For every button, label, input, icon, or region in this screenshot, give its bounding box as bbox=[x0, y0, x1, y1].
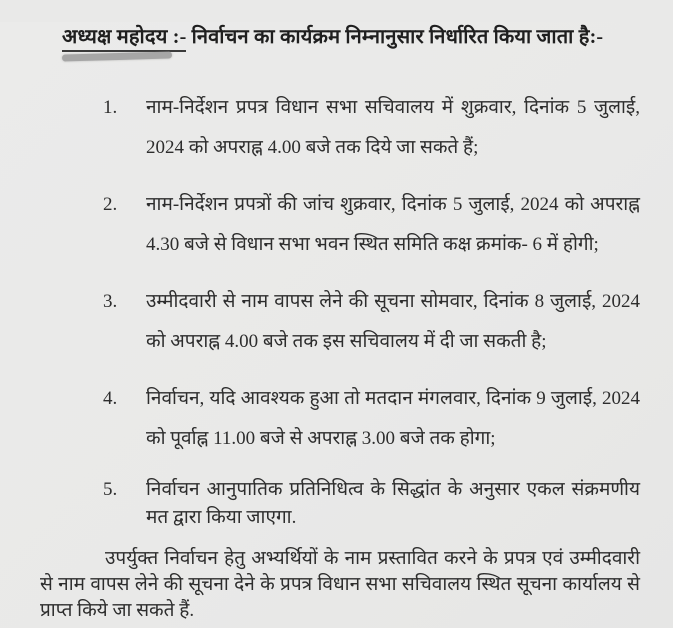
schedule-list bbox=[0, 88, 673, 532]
list-item bbox=[103, 185, 640, 265]
list-item bbox=[103, 379, 640, 459]
list-item bbox=[103, 476, 640, 532]
marker-underline-stroke bbox=[62, 51, 172, 61]
heading-text: निर्वाचन का कार्यक्रम निम्नानुसार निर्धारित किया जाता है:- bbox=[186, 26, 604, 48]
item-text: निर्वाचन आनुपातिक प्रतिनिधित्व के सिद्धांत के अनुसार एकल संक्रमणीय मत द्वारा किया जाएगा. bbox=[146, 479, 640, 528]
item-number: 4. bbox=[103, 388, 118, 409]
document-page bbox=[0, 22, 673, 628]
item-number: 3. bbox=[103, 291, 118, 312]
item-number: 2. bbox=[103, 194, 118, 215]
item-text: नाम-निर्देशन प्रपत्रों की जांच शुक्रवार, दिनांक 5 जुलाई, 2024 को अपराह्न 4.30 बजे से विधान सभा भवन स्थित समिति कक्ष क्रमांक- 6 में होगी; bbox=[146, 194, 640, 255]
closing-paragraph: उपर्युक्त निर्वाचन हेतु अभ्यर्थियों के नाम प्रस्तावित करने के प्रपत्र एवं उम्मीदवारी से नाम वापस लेने की सूचना देने के प्रपत्र विधान सभा सचिवालय स्थित सूचना कार्यालय से प्राप्त किये जा सकते हैं. bbox=[40, 548, 640, 621]
item-text: निर्वाचन, यदि आवश्यक हुआ तो मतदान मंगलवार, दिनांक 9 जुलाई, 2024 को पूर्वाह्न 11.00 बजे से अपराह्न 3.00 बजे तक होगा; bbox=[146, 388, 640, 449]
item-number: 5. bbox=[103, 479, 118, 500]
list-item bbox=[103, 282, 640, 362]
item-text: नाम-निर्देशन प्रपत्र विधान सभा सचिवालय में शुक्रवार, दिनांक 5 जुलाई, 2024 को अपराह्न 4.00 बजे तक दिये जा सकते हैं; bbox=[146, 97, 640, 158]
list-item bbox=[103, 88, 640, 168]
item-text: उम्मीदवारी से नाम वापस लेने की सूचना सोमवार, दिनांक 8 जुलाई, 2024 को अपराह्न 4.00 बजे तक इस सचिवालय में दी जा सकती है; bbox=[146, 291, 640, 352]
heading bbox=[62, 22, 643, 52]
item-number: 1. bbox=[103, 97, 118, 118]
heading-salutation: अध्यक्ष महोदय :- bbox=[62, 26, 186, 52]
